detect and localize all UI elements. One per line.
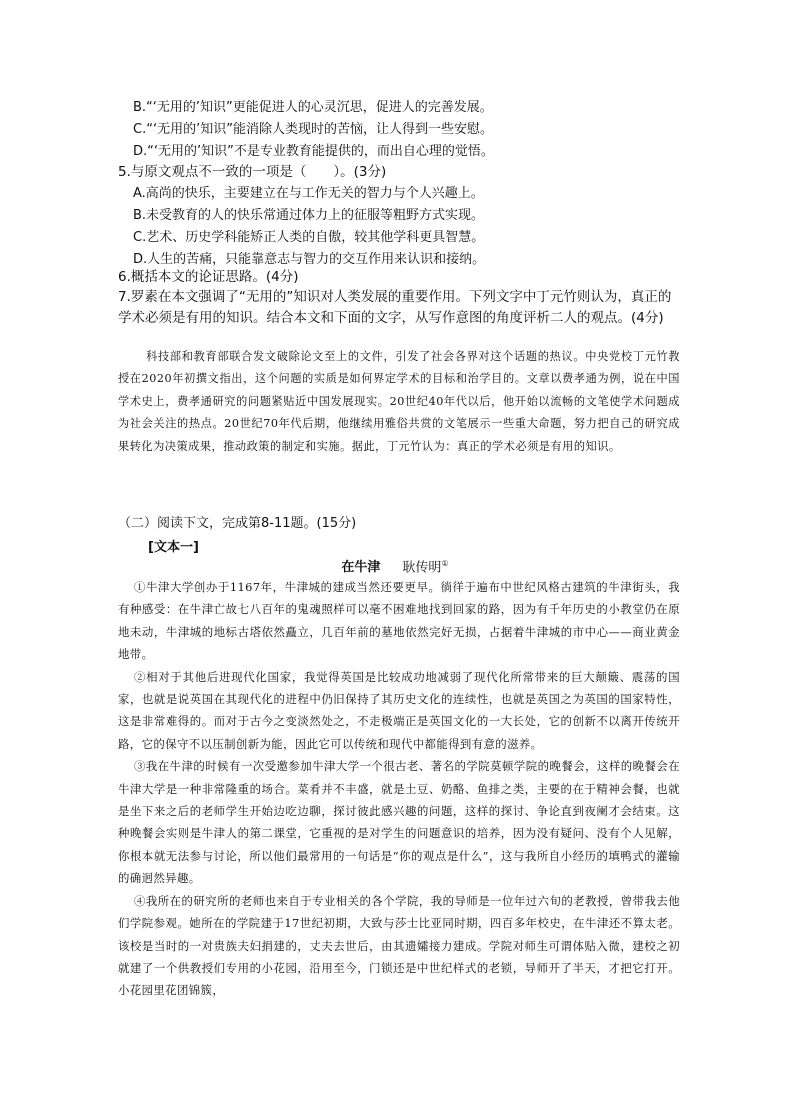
q5-option-b: B.未受教育的人的快乐常通过体力上的征服等粗野方式实现。 [133,208,485,223]
footnote-mark: ① [441,559,449,568]
option-d: D.“‘无用的’知识”不是专业教育能提供的，而出自心理的觉悟。 [133,144,494,159]
q5-option-d: D.人生的苦痛，只能靠意志与智力的交互作用来认识和接纳。 [133,252,486,267]
question-6: 6.概括本文的论证思路。(4分) [118,269,299,285]
option-b: B.“‘无用的’知识”更能促进人的心灵沉思，促进人的完善发展。 [133,100,493,115]
question-7: 7.罗素在本文强调了“无用的”知识对人类发展的重要作用。下列文字中丁元竹则认为，真正的学术必须是有用的知识。结合本文和下面的文字，从写作意图的角度评析二人的观点。(4分) [118,289,672,326]
question-5-options [133,183,693,271]
paragraph-1: ①牛津大学创办于1167年，牛津城的建成当然还要更早。徜徉于遍布中世纪风格古建筑的牛津街头，我有种感受：在牛津亡故七八百年的鬼魂照样可以毫不困难地找到回家的路，因为有千年历史的小教堂仍在原地未动，牛津城的地标古塔依然矗立，几百年前的墓地依然完好无损，占据着牛津城的市中心——商业黄金地带。 [118,580,680,662]
text-1-label: [文本一] [148,540,199,555]
paragraph-4: ④我所在的研究所的老师也来自于专业相关的各个学院，我的导师是一位年过六旬的老教授，曾带我去他们学院参观。她所在的学院建于17世纪初期，大致与莎士比亚同时期，四百多年校史，在牛津还不算太老。该校是当时的一对贵族夫妇捐建的，丈夫去世后，由其遗孀接力建成。学院对师生可谓体贴入微，建校之初就建了一个供教授们专用的小花园，沿用至今，门锁还是中世纪样式的老锁，导师开了半天，才把它打开。小花园里花团锦簇， [118,893,680,998]
article-author: 耿传明 [402,560,442,576]
paragraph-2: ②相对于其他后进现代化国家，我觉得英国是比较成功地减弱了现代化所常带来的巨大颠簸、震荡的国家，也就是说英国在其现代化的进程中仍旧保持了其历史文化的连续性，也就是英国之为英国的国家特性，这是非常难得的。而对于古今之变淡然处之，不走极端正是英国文化的一大长处，它的创新不以离开传统开路，它的保守不以压制创新为能，因此它可以传统和现代中都能得到有意的滋养。 [118,669,680,751]
option-c: C.“‘无用的’知识”能消除人类现时的苦恼，让人得到一些安慰。 [133,122,493,137]
q5-option-c: C.艺术、历史学科能矫正人类的自傲，较其他学科更具智慧。 [133,230,485,245]
material-text: 科技部和教育部联合发文破除论文至上的文件，引发了社会各界对这个话题的热议。中央党校丁元竹教授在2020年初撰文指出，这个问题的实质是如何界定学术的目标和治学目的。文章以费孝通为例，说在中国学术史上，费孝通研究的问题紧贴近中国发展现实。20世纪40年代以后，他开始以流畅的文笔使学术问题成为社会关注的热点。20世纪70年代后期，他继续用雅俗共赏的文笔展示一些重大命题，努力把自己的研究成果转化为决策成果，推动政策的制定和实施。据此，丁元竹认为：真正的学术必须是有用的知识。 [118,350,680,453]
section-2-heading: （二）阅读下文，完成第8-11题。(15分) [118,516,357,531]
q5-option-a: A.高尚的快乐，主要建立在与工作无关的智力与个人兴趣上。 [133,186,484,201]
previous-question-options [133,97,693,163]
article-title: 在牛津 [341,560,381,576]
question-5-stem: 5.与原文观点不一致的一项是（ ）。(3分) [118,164,387,180]
reference-material [118,346,680,458]
article-body [118,576,680,1002]
paragraph-3: ③我在牛津的时候有一次受邀参加牛津大学一个很古老、著名的学院莫顿学院的晚餐会，这样的晚餐会在牛津大学是一种非常隆重的场合。菜肴并不丰盛，就是土豆、奶酪、鱼排之类，主要的在于精神会餐，也就是坐下来之后的老师学生开始边吃边聊，探讨彼此感兴趣的问题，这样的探讨、争论直到夜阑才会结束。这种晚餐会实则是牛津人的第二课堂，它重视的是对学生的问题意识的培养，因为没有疑问、没有个人见解，你根本就无法参与讨论，所以他们最常用的一句话是“你的观点是什么”，这与我所自小经历的填鸭式的灌输的确迥然异趣。 [118,759,680,886]
